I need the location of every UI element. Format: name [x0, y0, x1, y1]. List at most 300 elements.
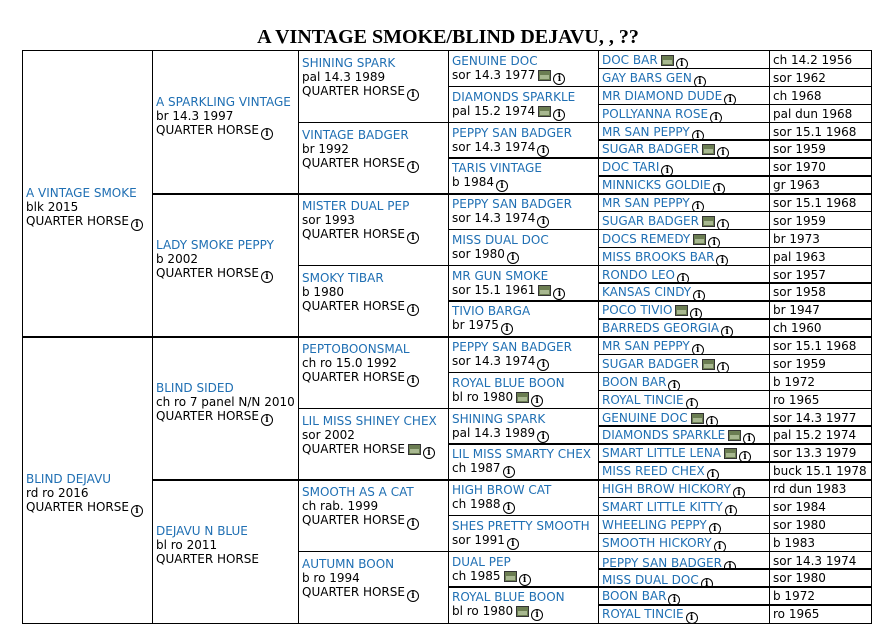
info-icon[interactable]: i — [692, 344, 704, 355]
breed-label: QUARTER HORSE — [302, 298, 405, 313]
info-icon[interactable]: i — [694, 76, 706, 87]
horse-details: sor 15.1 1968 — [773, 339, 857, 353]
gen5-info-cell — [769, 265, 872, 284]
gen5-name-cell — [598, 247, 770, 266]
info-icon[interactable]: i — [537, 431, 549, 443]
horse-details: rd dun 1983 — [773, 482, 847, 496]
pedigree-box — [448, 443, 599, 480]
horse-details: blk 2015 — [26, 200, 79, 214]
pedigree-box — [298, 122, 449, 195]
horse-name-link[interactable]: ROYAL TINCIE — [602, 392, 684, 407]
info-icon[interactable]: i — [661, 165, 673, 176]
horse-name-link[interactable]: SMART LITTLE KITTY — [602, 499, 723, 514]
info-icon[interactable]: i — [686, 398, 698, 409]
info-icon[interactable]: i — [519, 574, 531, 586]
info-icon[interactable]: i — [717, 219, 729, 230]
gen5-name-cell — [598, 68, 770, 87]
horse-details: sor 14.3 1977 — [452, 68, 536, 82]
gen5-info-cell — [769, 68, 872, 87]
photo-icon[interactable] — [504, 571, 517, 582]
gen5-info-cell — [769, 193, 872, 212]
gen5-name-cell — [598, 86, 770, 105]
info-icon[interactable]: i — [407, 89, 419, 101]
breed-label: QUARTER HORSE — [302, 584, 405, 599]
gen5-name-cell — [598, 193, 770, 212]
info-icon[interactable]: i — [407, 518, 419, 530]
horse-details: ch 1968 — [773, 88, 822, 103]
info-icon[interactable]: i — [261, 128, 273, 140]
horse-name-link[interactable]: SUGAR BADGER — [602, 213, 699, 228]
horse-name-link[interactable]: GENUINE DOC — [602, 410, 688, 425]
info-icon[interactable]: i — [261, 271, 273, 283]
breed-label: QUARTER HORSE — [302, 513, 405, 527]
horse-name-link[interactable]: PEPPY SAN BADGER — [452, 197, 572, 211]
pedigree-box — [448, 157, 599, 194]
breed-label: QUARTER HORSE — [302, 227, 405, 241]
horse-details: sor 14.3 1974 — [452, 354, 536, 368]
horse-details: bl ro 1980 — [452, 604, 514, 619]
info-icon[interactable]: i — [423, 447, 435, 459]
photo-icon[interactable] — [702, 144, 715, 155]
horse-details: br 1992 — [302, 141, 349, 156]
gen5-info-cell — [769, 318, 872, 337]
breed-label: QUARTER HORSE — [302, 84, 405, 98]
horse-details: bl ro 1980 — [452, 389, 514, 404]
gen5-name-cell — [598, 586, 770, 605]
gen5-name-cell — [598, 425, 770, 444]
pedigree-box — [152, 50, 299, 195]
breed-label: QUARTER HORSE — [302, 441, 405, 456]
gen5-name-cell — [598, 354, 770, 373]
horse-details: b 1984 — [452, 175, 494, 190]
gen5-info-cell — [769, 568, 872, 587]
horse-details: ro 1965 — [773, 392, 820, 407]
horse-details: br 1975 — [452, 318, 499, 333]
horse-details: gr 1963 — [773, 178, 820, 193]
gen5-name-cell — [598, 408, 770, 427]
pedigree-box — [448, 300, 599, 337]
breed-label: QUARTER HORSE — [302, 370, 405, 384]
info-icon[interactable]: i — [531, 609, 543, 621]
breed-label: QUARTER HORSE — [156, 265, 259, 280]
horse-name-link[interactable]: PEPPY SAN BADGER — [602, 555, 722, 570]
horse-details: sor 1959 — [773, 213, 826, 228]
gen5-info-cell — [769, 104, 872, 123]
horse-details: sor 1980 — [773, 571, 826, 586]
horse-details: br 1973 — [773, 231, 820, 246]
horse-name-link[interactable]: HIGH BROW HICKORY — [602, 482, 731, 496]
gen5-info-cell — [769, 390, 872, 409]
info-icon[interactable]: i — [706, 416, 718, 427]
info-icon[interactable]: i — [668, 594, 680, 605]
gen5-info-cell — [769, 354, 872, 373]
horse-name-link[interactable]: VINTAGE BADGER — [302, 127, 409, 142]
info-icon[interactable]: i — [693, 290, 705, 301]
horse-name-link[interactable]: MISTER DUAL PEP — [302, 199, 410, 213]
gen5-name-cell — [598, 104, 770, 123]
horse-name-link[interactable]: HIGH BROW CAT — [452, 483, 552, 497]
info-icon[interactable]: i — [686, 612, 698, 623]
photo-icon[interactable] — [691, 413, 704, 424]
info-icon[interactable]: i — [743, 433, 755, 444]
info-icon[interactable]: i — [709, 523, 721, 534]
info-icon[interactable]: i — [131, 219, 143, 231]
info-icon[interactable]: i — [407, 161, 419, 173]
gen5-info-cell — [769, 336, 872, 355]
gen5-info-cell — [769, 229, 872, 248]
horse-details: b ro 1994 — [302, 570, 360, 585]
horse-name-link[interactable]: GAY BARS GEN — [602, 70, 692, 85]
gen5-info-cell — [769, 211, 872, 230]
horse-name-link[interactable]: MR GUN SMOKE — [452, 268, 549, 283]
horse-name-link[interactable]: KANSAS CINDY — [602, 285, 692, 300]
gen5-info-cell — [769, 122, 872, 141]
pedigree-box — [448, 265, 599, 302]
gen5-name-cell — [598, 282, 770, 301]
horse-name-link[interactable]: BARREDS GEORGIA — [602, 321, 720, 336]
horse-details: ch 1988 — [452, 497, 501, 511]
gen5-name-cell — [598, 479, 770, 498]
pedigree-box — [152, 193, 299, 338]
page-title: A VINTAGE SMOKE/BLIND DEJAVU, , ?? — [257, 26, 639, 48]
pedigree-box — [448, 50, 599, 87]
gen5-info-cell — [769, 515, 872, 534]
horse-name-link[interactable]: POLLYANNA ROSE — [602, 106, 709, 121]
pedigree-box — [448, 86, 599, 123]
gen5-name-cell — [598, 229, 770, 248]
pedigree-box — [448, 372, 599, 409]
horse-details: rd ro 2016 — [26, 486, 89, 500]
horse-name-link[interactable]: TIVIO BARGA — [452, 304, 531, 319]
horse-name-link[interactable]: DIAMONDS SPARKLE — [452, 89, 576, 104]
horse-name-link[interactable]: AUTUMN BOON — [302, 556, 395, 571]
horse-name-link[interactable]: ROYAL BLUE BOON — [452, 590, 565, 605]
horse-details: ch 1987 — [452, 461, 501, 476]
info-icon[interactable]: i — [537, 145, 549, 157]
info-icon[interactable]: i — [537, 216, 549, 228]
gen5-name-cell — [598, 497, 770, 516]
gen5-name-cell — [598, 461, 770, 480]
info-icon[interactable]: i — [407, 232, 419, 244]
pedigree-box — [22, 50, 153, 338]
gen5-info-cell — [769, 551, 872, 570]
gen5-name-cell — [598, 551, 770, 570]
horse-name-link[interactable]: SMOOTH HICKORY — [602, 535, 712, 550]
photo-icon[interactable] — [675, 305, 688, 316]
horse-details: b 1983 — [773, 535, 815, 550]
info-icon[interactable]: i — [733, 487, 745, 498]
horse-name-link[interactable]: DOC BAR — [602, 53, 658, 67]
horse-details: pal 15.2 1974 — [773, 428, 857, 443]
horse-details: sor 13.3 1979 — [773, 446, 857, 461]
horse-name-link[interactable]: SHES PRETTY SMOOTH — [452, 518, 590, 533]
horse-name-link[interactable]: BLIND SIDED — [156, 380, 234, 395]
pedigree-box — [448, 515, 599, 552]
info-icon[interactable]: i — [553, 73, 565, 85]
horse-details: sor 14.3 1974 — [452, 139, 536, 154]
info-icon[interactable]: i — [713, 183, 725, 194]
horse-details: sor 15.1 1968 — [773, 196, 857, 210]
info-icon[interactable]: i — [692, 130, 704, 141]
horse-details: pal 15.2 1974 — [452, 103, 536, 118]
pedigree-box — [298, 336, 449, 409]
horse-name-link[interactable]: BOON BAR — [602, 589, 667, 604]
horse-details: b 1972 — [773, 589, 815, 604]
gen5-info-cell — [769, 479, 872, 498]
horse-details: ch 14.2 1956 — [773, 53, 853, 67]
horse-name-link[interactable]: A SPARKLING VINTAGE — [156, 94, 291, 109]
info-icon[interactable]: i — [701, 578, 713, 587]
horse-details: sor 1959 — [773, 356, 826, 371]
horse-name-link[interactable]: ROYAL BLUE BOON — [452, 375, 565, 390]
info-icon[interactable]: i — [501, 323, 513, 335]
info-icon[interactable]: i — [717, 147, 729, 158]
pedigree-box — [298, 265, 449, 338]
gen5-info-cell — [769, 533, 872, 552]
photo-icon[interactable] — [702, 216, 715, 227]
pedigree-box — [298, 479, 449, 552]
info-icon[interactable]: i — [690, 308, 702, 319]
gen5-name-cell — [598, 604, 770, 623]
info-icon[interactable]: i — [710, 112, 722, 123]
info-icon[interactable]: i — [724, 94, 736, 105]
pedigree-box — [298, 193, 449, 266]
pedigree-box — [448, 193, 599, 230]
gen5-info-cell — [769, 443, 872, 462]
pedigree-box — [22, 336, 153, 624]
info-icon[interactable]: i — [721, 326, 733, 337]
horse-details: sor 1962 — [773, 70, 826, 85]
breed-label: QUARTER HORSE — [156, 408, 259, 423]
pedigree-box — [448, 551, 599, 588]
photo-icon[interactable] — [516, 606, 529, 617]
info-icon[interactable]: i — [668, 380, 680, 391]
info-icon[interactable]: i — [553, 288, 565, 300]
horse-name-link[interactable]: DIAMONDS SPARKLE — [602, 428, 726, 443]
horse-details: sor 1959 — [773, 142, 826, 157]
info-icon[interactable]: i — [739, 451, 751, 462]
horse-details: ro 1965 — [773, 607, 820, 622]
horse-name-link[interactable]: DOC TARI — [602, 160, 660, 175]
pedigree-box — [448, 408, 599, 445]
gen5-info-cell — [769, 604, 872, 623]
horse-name-link[interactable]: PEPPY SAN BADGER — [452, 340, 572, 354]
info-icon[interactable]: i — [537, 359, 549, 371]
pedigree-box — [152, 479, 299, 624]
gen5-info-cell — [769, 586, 872, 605]
horse-details: sor 1970 — [773, 160, 826, 175]
info-icon[interactable]: i — [676, 58, 688, 69]
horse-name-link[interactable]: RONDO LEO — [602, 267, 675, 282]
horse-name-link[interactable]: DEJAVU N BLUE — [156, 523, 248, 538]
info-icon[interactable]: i — [692, 201, 704, 212]
info-icon[interactable]: i — [553, 109, 565, 121]
horse-details: ch 1960 — [773, 321, 822, 336]
horse-details: b 1972 — [773, 374, 815, 389]
breed-label: QUARTER HORSE — [26, 500, 129, 514]
info-icon[interactable]: i — [716, 255, 728, 266]
horse-name-link[interactable]: SUGAR BADGER — [602, 142, 699, 157]
info-icon[interactable]: i — [503, 466, 515, 478]
horse-details: sor 1980 — [773, 517, 826, 532]
photo-icon[interactable] — [724, 448, 737, 459]
breed-label: QUARTER HORSE — [156, 122, 259, 137]
horse-name-link[interactable]: DUAL PEP — [452, 554, 511, 569]
horse-name-link[interactable]: SMOOTH AS A CAT — [302, 485, 414, 499]
gen5-name-cell — [598, 139, 770, 158]
info-icon[interactable]: i — [714, 541, 726, 552]
horse-name-link[interactable]: TARIS VINTAGE — [452, 161, 542, 176]
horse-details: sor 15.1 1968 — [773, 124, 857, 139]
photo-icon[interactable] — [702, 359, 715, 370]
horse-name-link[interactable]: MISS BROOKS BAR — [602, 249, 715, 264]
pedigree-box — [298, 551, 449, 624]
horse-name-link[interactable]: POCO TIVIO — [602, 303, 673, 318]
horse-name-link[interactable]: MR DIAMOND DUDE — [602, 88, 723, 103]
horse-name-link[interactable]: WHEELING PEPPY — [602, 517, 707, 532]
gen5-name-cell — [598, 265, 770, 284]
gen5-name-cell — [598, 568, 770, 587]
info-icon[interactable]: i — [407, 590, 419, 602]
horse-name-link[interactable]: PEPPY SAN BADGER — [452, 125, 572, 140]
gen5-name-cell — [598, 50, 770, 69]
gen5-name-cell — [598, 533, 770, 552]
horse-details: ch ro 7 panel N/N 2010 — [156, 394, 295, 409]
gen5-info-cell — [769, 282, 872, 301]
horse-details: sor 2002 — [302, 427, 355, 442]
info-icon[interactable]: i — [131, 505, 143, 517]
info-icon[interactable]: i — [725, 505, 737, 516]
horse-details: sor 1991 — [452, 532, 505, 547]
photo-icon[interactable] — [538, 70, 551, 81]
gen5-info-cell — [769, 372, 872, 391]
horse-details: br 1947 — [773, 303, 820, 318]
horse-name-link[interactable]: SMOKY TIBAR — [302, 270, 384, 285]
photo-icon[interactable] — [538, 285, 551, 296]
info-icon[interactable]: i — [261, 414, 273, 426]
info-icon[interactable]: i — [707, 469, 719, 480]
breed-label: QUARTER HORSE — [302, 155, 405, 170]
info-icon[interactable]: i — [496, 180, 508, 192]
horse-details: pal 14.3 1989 — [452, 425, 536, 440]
pedigree-box — [448, 479, 599, 516]
gen5-name-cell — [598, 122, 770, 141]
horse-details: b 2002 — [156, 251, 198, 266]
gen5-name-cell — [598, 515, 770, 534]
horse-details: ch ro 15.0 1992 — [302, 356, 397, 370]
pedigree-box — [298, 50, 449, 123]
horse-name-link[interactable]: MISS REED CHEX — [602, 464, 705, 479]
horse-name-link[interactable]: BLIND DEJAVU — [26, 472, 112, 486]
gen5-name-cell — [598, 372, 770, 391]
info-icon[interactable]: i — [708, 237, 720, 248]
info-icon[interactable]: i — [507, 252, 519, 264]
gen5-name-cell — [598, 175, 770, 194]
horse-name-link[interactable]: MR SAN PEPPY — [602, 339, 690, 353]
breed-label: QUARTER HORSE — [26, 214, 129, 228]
horse-details: buck 15.1 1978 — [773, 464, 867, 479]
info-icon[interactable]: i — [503, 502, 515, 514]
horse-details: sor 15.1 1961 — [452, 282, 536, 297]
horse-name-link[interactable]: MINNICKS GOLDIE — [602, 178, 711, 193]
horse-name-link[interactable]: DOCS REMEDY — [602, 231, 691, 246]
gen5-info-cell — [769, 247, 872, 266]
horse-details: pal 14.3 1989 — [302, 70, 386, 84]
pedigree-box — [298, 408, 449, 481]
photo-icon[interactable] — [728, 430, 741, 441]
horse-name-link[interactable]: A VINTAGE SMOKE — [26, 186, 137, 200]
photo-icon[interactable] — [516, 392, 529, 403]
gen5-name-cell — [598, 390, 770, 409]
horse-name-link[interactable]: SMART LITTLE LENA — [602, 446, 721, 461]
horse-name-link[interactable]: LADY SMOKE PEPPY — [156, 237, 274, 252]
gen5-name-cell — [598, 211, 770, 230]
horse-details: sor 14.3 1977 — [773, 410, 857, 425]
horse-details: pal 1963 — [773, 249, 826, 264]
gen5-name-cell — [598, 157, 770, 176]
info-icon[interactable]: i — [407, 375, 419, 387]
info-icon[interactable]: i — [507, 538, 519, 550]
horse-name-link[interactable]: BOON BAR — [602, 374, 667, 389]
gen5-name-cell — [598, 443, 770, 462]
info-icon[interactable]: i — [531, 395, 543, 407]
horse-details: sor 1957 — [773, 267, 826, 282]
horse-details: sor 1980 — [452, 246, 505, 261]
info-icon[interactable]: i — [677, 273, 689, 284]
horse-details: sor 14.3 1974 — [773, 553, 857, 568]
gen5-info-cell — [769, 461, 872, 480]
horse-details: sor 14.3 1974 — [452, 211, 536, 225]
info-icon[interactable]: i — [407, 304, 419, 316]
gen5-info-cell — [769, 300, 872, 319]
horse-details: b 1980 — [302, 284, 344, 299]
horse-name-link[interactable]: MISS DUAL DOC — [602, 573, 699, 588]
horse-name-link[interactable]: GENUINE DOC — [452, 54, 538, 68]
gen5-info-cell — [769, 157, 872, 176]
horse-details: sor 1984 — [773, 499, 826, 514]
horse-name-link[interactable]: SHINING SPARK — [452, 411, 546, 426]
horse-details: ch 1985 — [452, 568, 501, 583]
breed-label: QUARTER HORSE — [156, 551, 259, 566]
horse-name-link[interactable]: LIL MISS SHINEY CHEX — [302, 413, 437, 428]
horse-name-link[interactable]: MR SAN PEPPY — [602, 124, 690, 139]
horse-name-link[interactable]: PEPTOBOONSMAL — [302, 342, 410, 356]
gen5-info-cell — [769, 139, 872, 158]
photo-icon[interactable] — [693, 234, 706, 245]
gen5-info-cell — [769, 408, 872, 427]
horse-name-link[interactable]: MR SAN PEPPY — [602, 196, 690, 210]
pedigree-box — [448, 229, 599, 266]
photo-icon[interactable] — [538, 106, 551, 117]
info-icon[interactable]: i — [717, 362, 729, 373]
info-icon[interactable]: i — [724, 561, 736, 570]
gen5-info-cell — [769, 50, 872, 69]
gen5-name-cell — [598, 318, 770, 337]
horse-name-link[interactable]: MISS DUAL DOC — [452, 232, 549, 247]
horse-name-link[interactable]: SUGAR BADGER — [602, 356, 699, 371]
photo-icon[interactable] — [408, 444, 421, 455]
horse-name-link[interactable]: ROYAL TINCIE — [602, 607, 684, 622]
horse-details: sor 1958 — [773, 285, 826, 300]
horse-name-link[interactable]: LIL MISS SMARTY CHEX — [452, 447, 591, 462]
horse-name-link[interactable]: SHINING SPARK — [302, 56, 396, 70]
photo-icon[interactable] — [661, 55, 674, 66]
pedigree-box — [152, 336, 299, 481]
horse-details: ch rab. 1999 — [302, 499, 379, 513]
horse-details: bl ro 2011 — [156, 537, 218, 552]
horse-details: pal dun 1968 — [773, 106, 853, 121]
gen5-name-cell — [598, 300, 770, 319]
